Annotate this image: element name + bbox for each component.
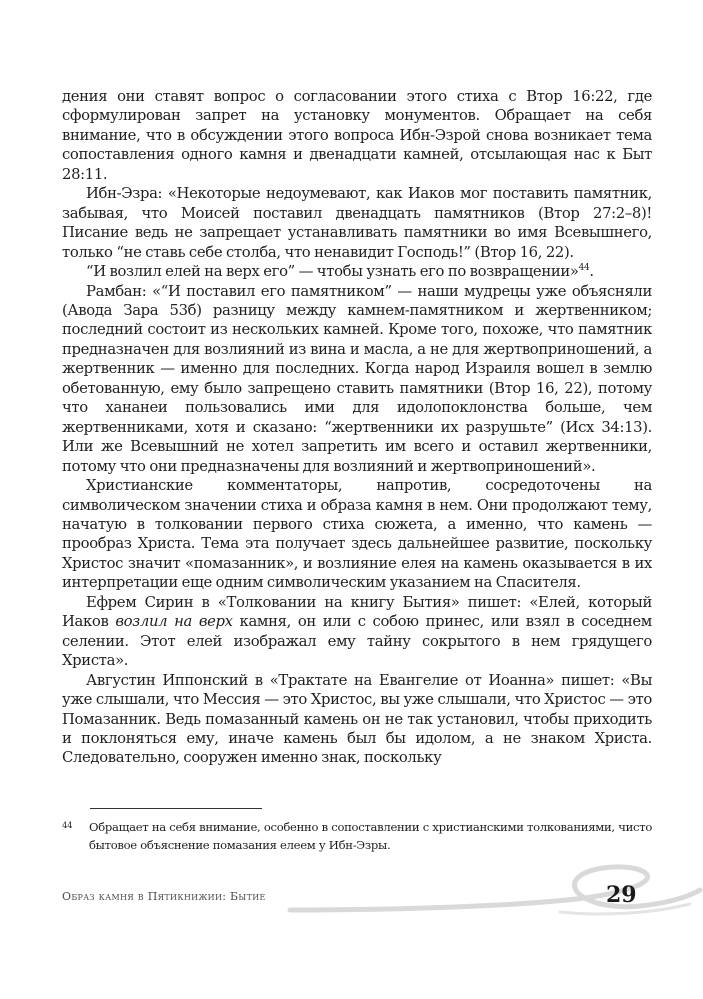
paragraph: Августин Иппонский в «Трактате на Евангелие от Иоанна» пишет: «Вы уже слышали, что Мессия — это Христос, вы уже слышали, что Христос — это Помазанник. Ведь помазанный камень он не так установил, чтобы приходить и поклоняться ему, иначе камень был бы идолом, а не знаком Христа. Следовательно, сооружен именно знак, поскольку <box>62 671 652 767</box>
page-footer <box>0 860 703 930</box>
paragraph: дения они ставят вопрос о согласовании этого стиха с Втор 16:22, где сформулирован запрет на установку монументов. Обращает на себя внимание, что в обсуждении этого вопроса Ибн-Эзрой снова возникает тема сопоставления одного камня и двенадцати камней, отсылающая нас к Быт 28:11. <box>62 88 652 183</box>
footnote-text: Обращает на себя внимание, особенно в сопоставлении с христианскими толкованиями, чисто бытовое объяснение помазания елеем у Ибн-Эзры. <box>89 820 652 852</box>
footnote-number: 44 <box>62 821 73 831</box>
footnote <box>62 819 652 854</box>
footnote-divider <box>90 808 262 809</box>
paragraph <box>62 593 652 671</box>
paragraph-text: “И возлил елей на верх его” — чтобы узнать его по возвращении» <box>86 263 579 281</box>
main-text <box>62 87 652 768</box>
running-title: Образ камня в Пятикнижии: Бытие <box>62 890 266 903</box>
page-number: 29 <box>606 882 637 908</box>
italic-quote: возлил на верх <box>115 613 233 631</box>
paragraph: Рамбан: «“И поставил его памятником” — наши мудрецы уже объясняли (Авода Зара 53б) разницу между камнем-памятником и жертвенником; последний состоит из нескольких камней. Кроме того, похоже, что памятник предназначен для возлияний из вина и масла, а не для жертвоприношений, а жертвенник — именно для последних. Когда народ Израиля вошел в землю обетованную, ему было запрещено ставить памятники (Втор 16, 22), потому что хананеи пользовались ими для идолопоклонства больше, чем жертвенниками, хотя и сказано: “жертвенники их разрушьте” (Исх 34:13). Или же Всевышний не хотел запретить им всего и оставил жертвенники, потому что они предназначены для возлияний и жертвоприношений». <box>62 282 652 475</box>
footnote-reference[interactable]: 44 <box>578 263 590 274</box>
paragraph: Ибн-Эзра: «Некоторые недоумевают, как Иаков мог поставить памятник, забывая, что Моисей поставил двенадцать памятников (Втор 27:2–8)! Писание ведь не запрещает устанавливать памятники во имя Всевышнего, только “не ставь себе столба, что ненавидит Господь!” (Втор 16, 22). <box>62 185 652 261</box>
paragraph-text: Ефрем Сирин в «Толковании на книгу Бытия» пишет: «Елей, который Иаков <box>62 593 652 631</box>
paragraph: “И возлил елей на верх его” — чтобы узнать его по возвращении»$^{44}$. <box>86 263 594 281</box>
paragraph: Христианские комментаторы, напротив, сосредоточены на символическом значении стиха и образа камня в нем. Они продолжают тему, начатую в толковании первого стиха сюжета, а именно, что камень — прообраз Христа. Тема эта получает здесь дальнейшее развитие, поскольку Христос значит «помазанник», и возлияние елея на камень оказывается в их интерпретации еще одним символическим указанием на Спасителя. <box>62 477 652 592</box>
paragraph-text: камня, он или с собою принес, или взял в соседнем селении. Этот елей изображал ему тайну сокрытого в нем грядущего Христа». <box>62 613 652 670</box>
